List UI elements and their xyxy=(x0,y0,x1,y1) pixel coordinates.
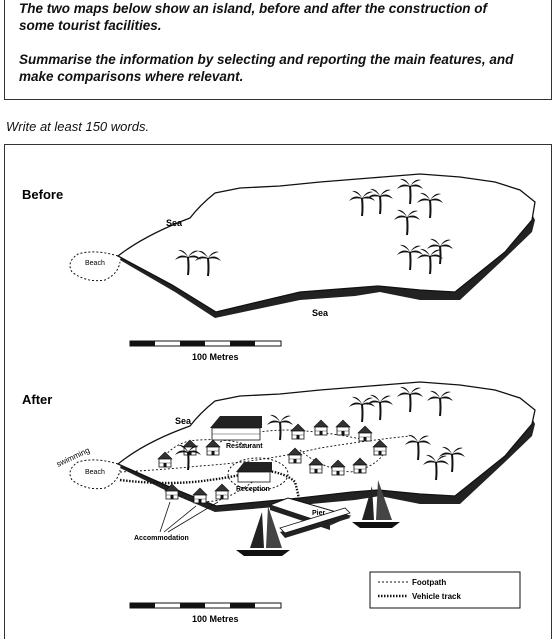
after-sea-label: Sea xyxy=(175,416,192,426)
before-map xyxy=(22,174,535,362)
before-sea-label-top: Sea xyxy=(166,218,183,228)
after-beach-label: Beach xyxy=(85,469,105,476)
legend-vehicle-track-label: Vehicle track xyxy=(412,592,461,601)
after-map xyxy=(22,382,535,624)
before-heading: Before xyxy=(22,187,64,202)
before-scale-bar xyxy=(130,341,281,362)
task-line-2: some tourist facilities. xyxy=(19,18,162,33)
pier xyxy=(270,498,350,538)
task-line-3: Summarise the information by selecting and reporting the main features, and xyxy=(19,52,514,67)
after-scale-bar xyxy=(130,603,281,624)
word-count-instruction: Write at least 150 words. xyxy=(6,119,150,134)
restaurant-label: Restaurant xyxy=(226,443,263,450)
map-legend xyxy=(370,572,520,608)
legend-footpath-label: Footpath xyxy=(412,578,447,587)
before-sea-label-bottom: Sea xyxy=(312,308,329,318)
accommodation-label: Accommodation xyxy=(134,535,189,542)
before-scale-label: 100 Metres xyxy=(192,352,239,362)
after-heading: After xyxy=(22,392,53,407)
before-beach-label: Beach xyxy=(85,260,105,267)
task-line-1: The two maps below show an island, before and after the construction of xyxy=(19,1,488,16)
after-scale-label: 100 Metres xyxy=(192,614,239,624)
after-swimming-label: swimming xyxy=(55,445,92,469)
restaurant-building-icon xyxy=(210,416,262,440)
pier-label: Pier xyxy=(312,510,326,517)
reception-label: Reception xyxy=(236,486,270,493)
task-line-4: make comparisons where relevant. xyxy=(19,69,244,84)
